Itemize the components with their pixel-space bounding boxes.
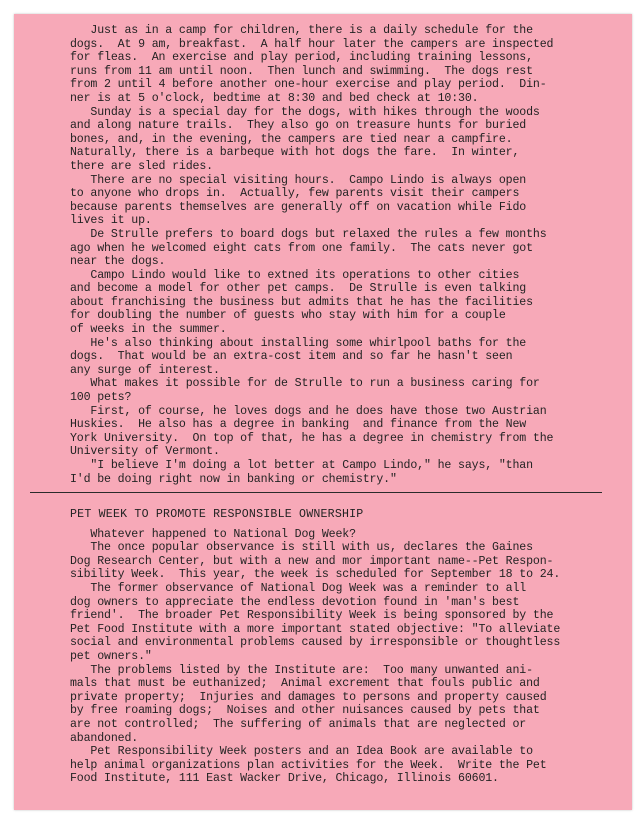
text-line: any surge of interest. [70, 363, 220, 377]
text-line: for doubling the number of guests who stay with him for a couple [70, 309, 506, 323]
text-line: 100 pets? [70, 391, 132, 405]
text-line: Just as in a camp for children, there is a daily schedule for the [70, 24, 533, 37]
text-line: friend'. The broader Pet Responsibility Week is being sponsored by the [70, 609, 554, 623]
text-line: mals that must be euthanized; Animal excrement that fouls public and [70, 677, 540, 691]
text-line: because parents themselves are generally off on vacation while Fido [70, 200, 527, 214]
text-line: University of Vermont. [70, 445, 220, 459]
text-line: lives it up. [70, 214, 152, 228]
text-line: The once popular observance is still with us, declares the Gaines [70, 541, 533, 555]
section-divider-rule [30, 492, 602, 493]
article-headline: PET WEEK TO PROMOTE RESPONSIBLE OWNERSHIP [70, 508, 364, 521]
text-line: to anyone who drops in. Actually, few parents visit their campers [70, 187, 520, 201]
article-camp-lindo [70, 24, 594, 486]
text-line: private property; Injuries and damages to persons and property caused [70, 690, 547, 704]
text-line: ago when he welcomed eight cats from one family. The cats never got [70, 241, 533, 255]
text-line: pet owners." [70, 649, 152, 663]
text-line: De Strulle prefers to board dogs but relaxed the rules a few months [70, 227, 547, 241]
text-line: Whatever happened to National Dog Week? [70, 527, 356, 541]
text-line: and along nature trails. They also go on treasure hunts for buried [70, 119, 527, 133]
text-line: abandoned. [70, 731, 139, 745]
text-line: of weeks in the summer. [70, 323, 227, 337]
text-line: for fleas. An exercise and play period, including training lessons, [70, 51, 533, 65]
text-line: from 2 until 4 before another one-hour exercise and play period. Din- [70, 78, 547, 92]
text-line: He's also thinking about installing some whirlpool baths for the [70, 336, 527, 350]
text-line: dog owners to appreciate the endless devotion found in 'man's best [70, 595, 520, 609]
text-line: First, of course, he loves dogs and he does have those two Austrian [70, 404, 547, 418]
text-line: Food Institute, 111 East Wacker Drive, Chicago, Illinois 60601. [70, 772, 499, 786]
text-line: there are sled rides. [70, 159, 213, 173]
text-line: I'd be doing right now in banking or chemistry." [70, 472, 397, 486]
text-line: There are no special visiting hours. Campo Lindo is always open [70, 173, 527, 187]
typewritten-page [14, 14, 632, 810]
text-line: "I believe I'm doing a lot better at Campo Lindo," he says, "than [70, 459, 533, 472]
text-line: ner is at 5 o'clock, bedtime at 8:30 and bed check at 10:30. [70, 91, 479, 105]
text-line: dogs. That would be an extra-cost item and so far he hasn't seen [70, 350, 513, 364]
text-line: bones, and, in the evening, the campers are tied near a campfire. [70, 132, 513, 146]
text-line: The former observance of National Dog Week was a reminder to all [70, 581, 527, 595]
text-line: What makes it possible for de Strulle to run a business caring for [70, 377, 540, 391]
text-line: about franchising the business but admits that he has the facilities [70, 295, 533, 309]
text-line: Pet Responsibility Week posters and an Idea Book are available to [70, 745, 533, 759]
text-line: sibility Week. This year, the week is scheduled for September 18 to 24. [70, 568, 561, 582]
text-line: Naturally, there is a barbeque with hot dogs the fare. In winter, [70, 146, 520, 160]
text-line: Sunday is a special day for the dogs, with hikes through the woods [70, 105, 540, 119]
text-line: Campo Lindo would like to extned its operations to other cities [70, 268, 520, 282]
text-line: York University. On top of that, he has a degree in chemistry from the [70, 431, 554, 445]
text-line: runs from 11 am until noon. Then lunch and swimming. The dogs rest [70, 64, 533, 78]
text-line: dogs. At 9 am, breakfast. A half hour later the campers are inspected [70, 37, 554, 51]
text-line: help animal organizations plan activities for the Week. Write the Pet [70, 758, 547, 772]
article-pet-week [70, 508, 594, 786]
text-line: and become a model for other pet camps. De Strulle is even talking [70, 282, 527, 296]
text-line: Pet Food Institute with a more important stated objective: "To alleviate [70, 622, 561, 636]
text-line: The problems listed by the Institute are: Too many unwanted ani- [70, 663, 533, 677]
text-line: by free roaming dogs; Noises and other nuisances caused by pets that [70, 704, 540, 718]
text-line: Dog Research Center, but with a new and mor important name--Pet Respon- [70, 554, 554, 568]
text-line: Huskies. He also has a degree in banking and finance from the New [70, 418, 527, 432]
text-line: near the dogs. [70, 255, 166, 269]
text-line: social and environmental problems caused by irresponsible or thoughtless [70, 636, 561, 650]
text-line: are not controlled; The suffering of animals that are neglected or [70, 717, 527, 731]
